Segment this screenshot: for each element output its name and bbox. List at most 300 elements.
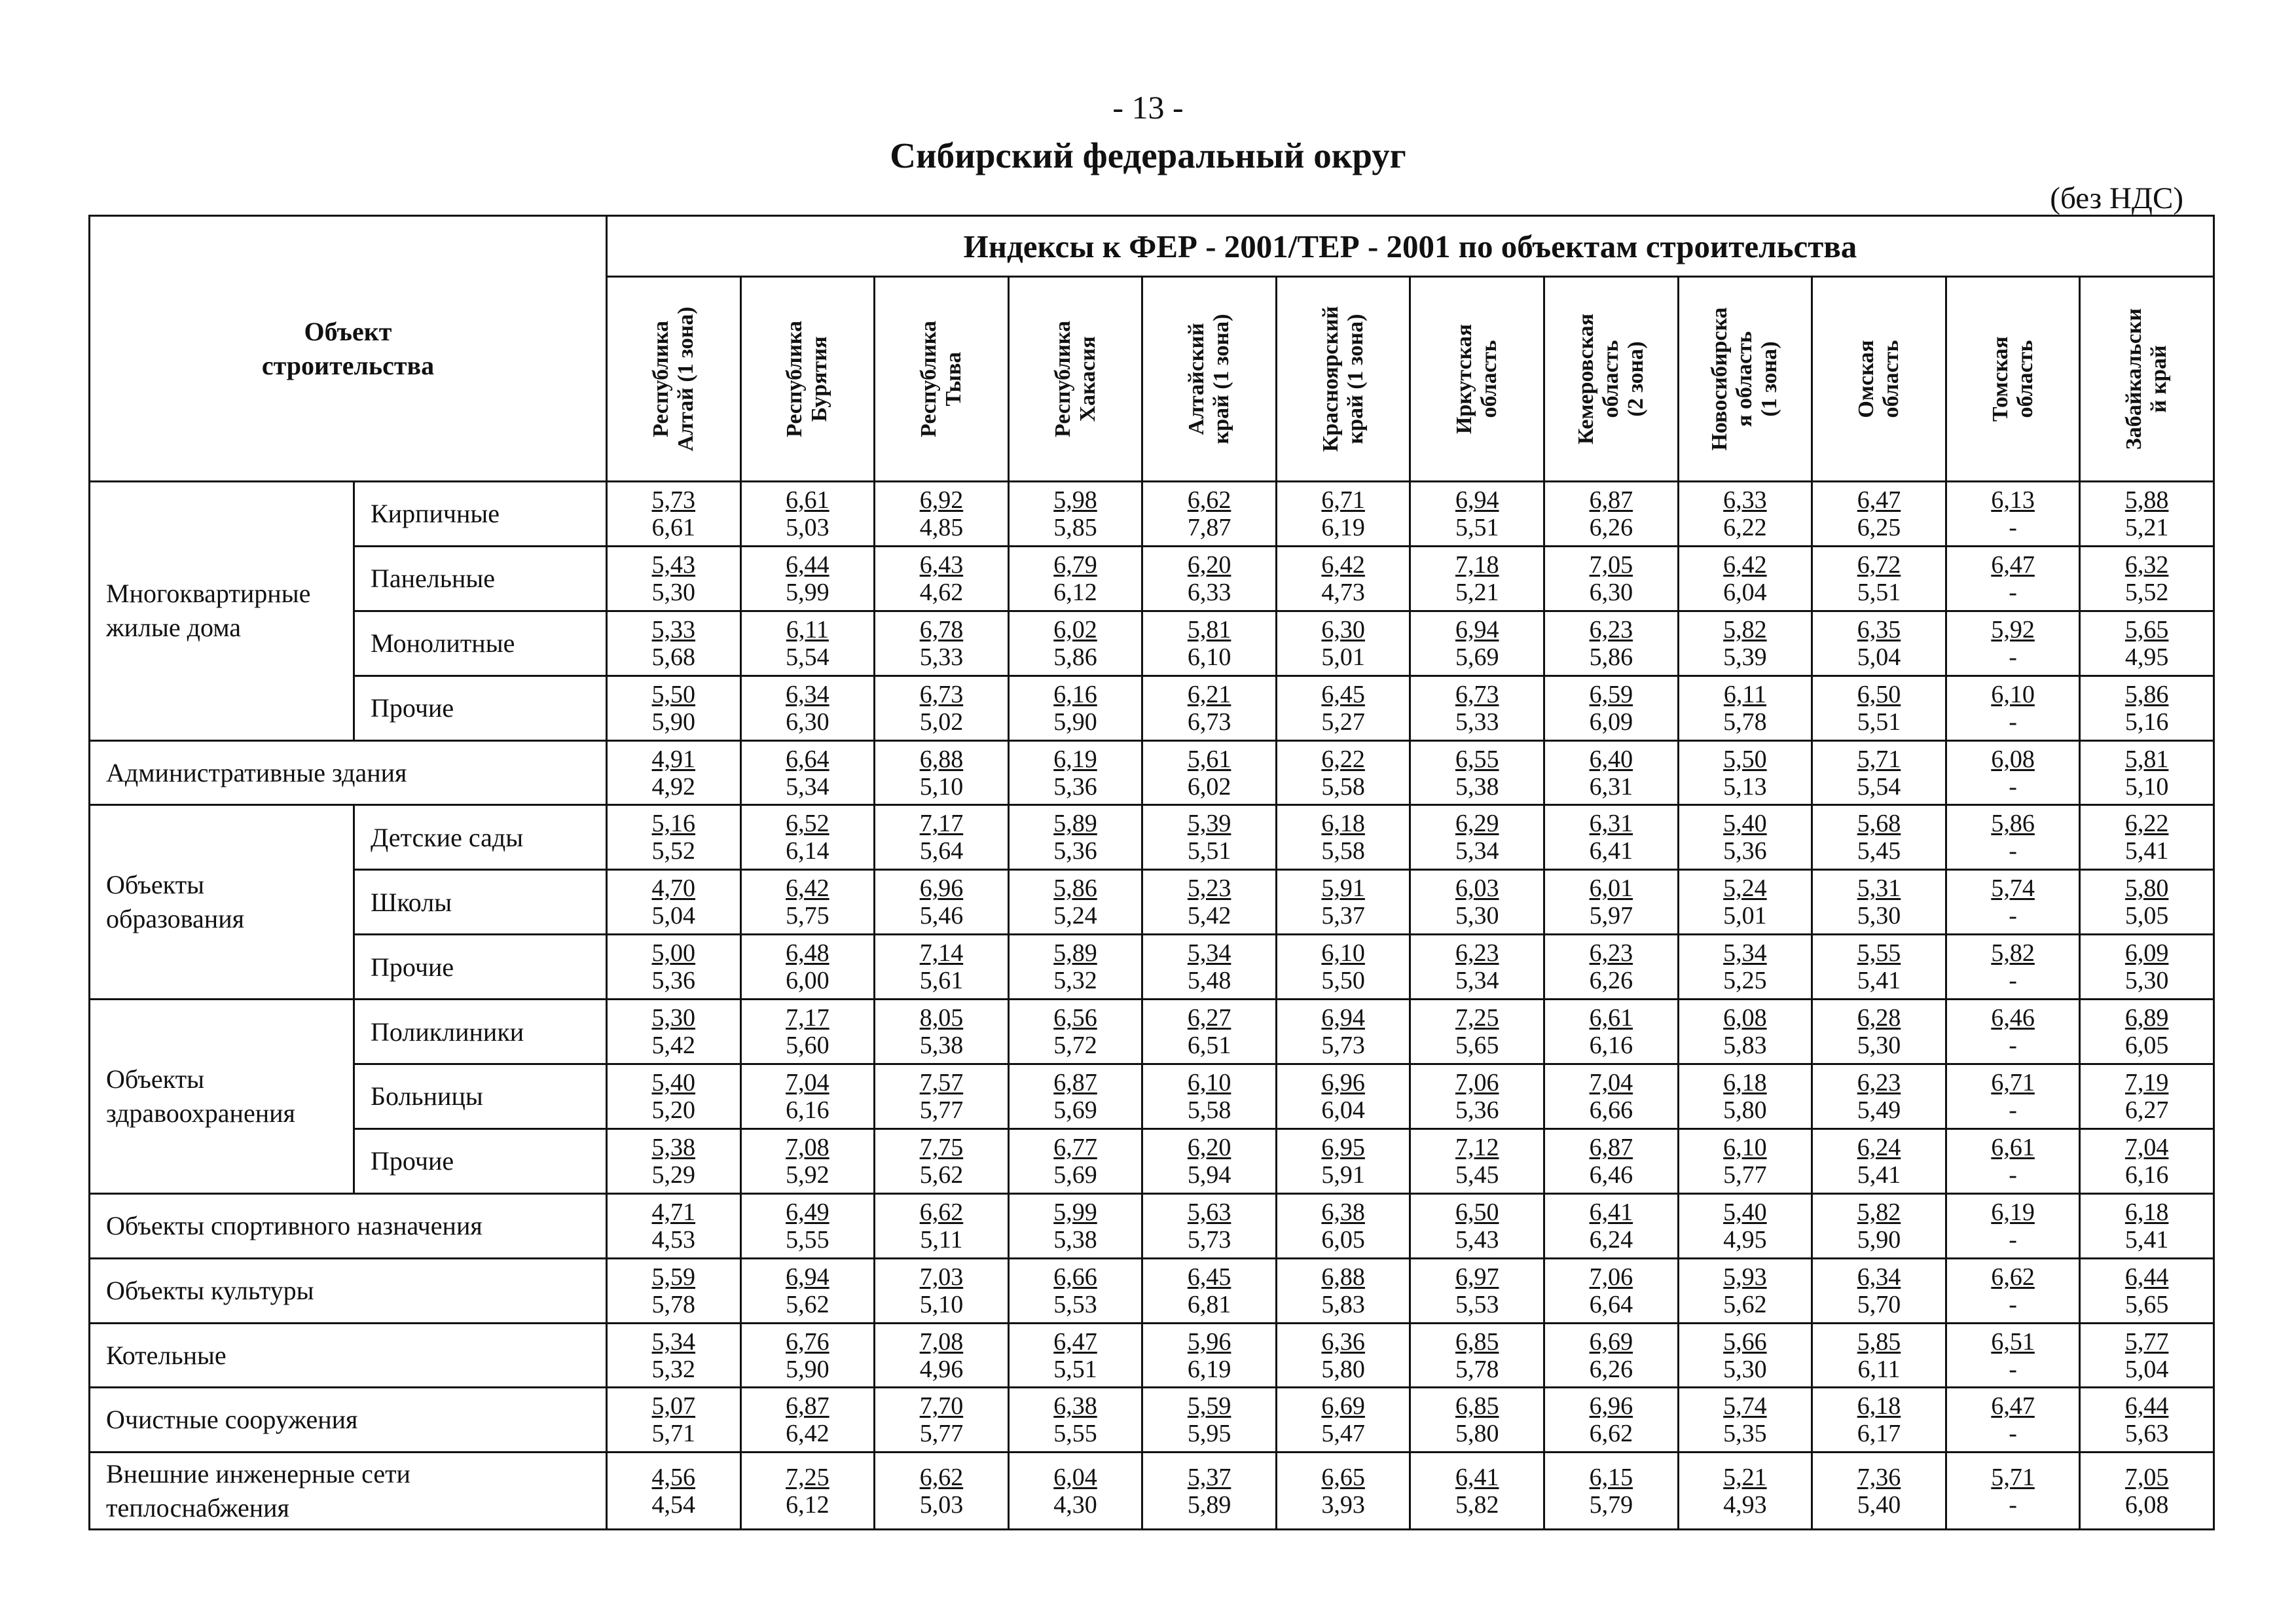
index-value-cell [1410, 935, 1544, 1000]
index-value-top: 6,44 [2124, 1263, 2169, 1291]
index-value-top: 5,89 [1053, 939, 1097, 967]
index-value-bottom: 5,04 [1857, 643, 1901, 671]
index-value-bottom: 5,90 [1857, 1225, 1901, 1254]
index-value-bottom: 6,62 [1589, 1420, 1633, 1448]
index-value-cell [1946, 1193, 2080, 1258]
index-value-top: 7,06 [1455, 1068, 1499, 1096]
index-value-cell [1812, 1453, 1946, 1530]
index-value-cell [1544, 676, 1679, 740]
index-value-cell [1276, 1453, 1410, 1530]
index-value-cell [1946, 805, 2080, 870]
index-value-cell [607, 611, 741, 676]
index-value-top: 5,96 [1187, 1327, 1231, 1356]
index-value-bottom: 5,16 [2124, 708, 2169, 736]
index-value-top: 6,64 [786, 745, 829, 773]
index-value-cell [1008, 546, 1142, 611]
index-value-top: 4,56 [651, 1463, 696, 1491]
index-value-bottom: 5,41 [1857, 1161, 1901, 1189]
index-value-top: 7,36 [1857, 1463, 1901, 1491]
index-value-cell [1008, 482, 1142, 547]
index-value-bottom: 5,50 [1321, 967, 1365, 995]
index-value-cell [1678, 546, 1812, 611]
index-value-bottom: 5,10 [919, 1290, 964, 1318]
index-value-bottom: 5,24 [1053, 902, 1097, 930]
index-value-top: 5,16 [651, 810, 696, 838]
index-value-bottom: 6,12 [786, 1490, 829, 1519]
index-value-top: 4,91 [651, 745, 696, 773]
index-value-cell [875, 1323, 1009, 1388]
index-value-cell [1544, 1000, 1679, 1064]
index-value-bottom: 4,95 [2124, 643, 2169, 671]
index-value-top: 6,61 [786, 486, 829, 514]
index-value-top: 6,69 [1321, 1392, 1365, 1420]
region-header [2080, 277, 2214, 482]
index-value-top: 7,08 [786, 1133, 829, 1161]
index-value-top: 5,21 [1723, 1463, 1767, 1491]
index-value-top: 6,33 [1723, 486, 1767, 514]
index-value-cell [607, 1000, 741, 1064]
region-header [1008, 277, 1142, 482]
index-value-cell [1946, 740, 2080, 805]
index-value-top: 6,23 [1589, 939, 1633, 967]
index-value-bottom: 5,63 [2124, 1420, 2169, 1448]
index-value-top: 7,18 [1455, 550, 1499, 579]
index-value-bottom: 6,16 [2124, 1161, 2169, 1189]
index-value-cell [740, 676, 875, 740]
index-value-bottom: 5,90 [1053, 708, 1097, 736]
region-label: Алтайский край (1 зона) [1184, 314, 1234, 444]
index-value-cell [607, 1453, 741, 1530]
index-value-bottom: 6,09 [1589, 708, 1633, 736]
index-value-cell [1276, 935, 1410, 1000]
index-value-cell [1544, 1128, 1679, 1193]
index-value-cell [2080, 805, 2214, 870]
index-value-cell [1812, 1193, 1946, 1258]
table-row [90, 740, 2214, 805]
index-value-cell [875, 805, 1009, 870]
index-value-top: 6,88 [1321, 1263, 1365, 1291]
index-value-bottom: 5,99 [786, 578, 829, 606]
index-value-cell [1008, 1323, 1142, 1388]
index-value-top: 6,97 [1455, 1263, 1499, 1291]
index-value-cell [1544, 935, 1679, 1000]
index-value-cell [1142, 870, 1277, 935]
index-value-bottom: 5,04 [651, 902, 696, 930]
index-value-top: 6,96 [1321, 1068, 1365, 1096]
index-value-cell [1142, 1453, 1277, 1530]
index-value-bottom: 4,73 [1321, 578, 1365, 606]
index-value-cell [1544, 1258, 1679, 1323]
index-value-bottom: 5,52 [651, 837, 696, 865]
index-value-top: 5,00 [651, 939, 696, 967]
index-value-bottom: 5,89 [1187, 1490, 1231, 1519]
index-value-bottom: 3,93 [1321, 1490, 1365, 1519]
index-value-top: 6,92 [919, 486, 964, 514]
index-value-top: 5,37 [1187, 1463, 1231, 1491]
index-value-top: 6,47 [1991, 550, 2035, 579]
index-value-cell [1410, 1388, 1544, 1453]
index-value-bottom: 5,30 [1723, 1355, 1767, 1383]
index-value-cell [875, 482, 1009, 547]
table-row [90, 870, 2214, 935]
index-value-bottom: 5,30 [651, 578, 696, 606]
index-value-bottom: - [2009, 708, 2017, 736]
object-subtype-label: Школы [354, 870, 607, 935]
region-header [1946, 277, 2080, 482]
index-value-bottom: 5,69 [1053, 1096, 1097, 1124]
index-value-top: 6,66 [1053, 1263, 1097, 1291]
index-value-cell [740, 1064, 875, 1129]
index-value-top: 6,73 [1455, 680, 1499, 708]
index-value-top: 6,18 [1857, 1392, 1901, 1420]
index-value-cell [1812, 805, 1946, 870]
index-value-top: 6,47 [1053, 1327, 1097, 1356]
index-value-cell [1276, 1064, 1410, 1129]
index-value-top: 5,24 [1723, 875, 1767, 903]
index-value-bottom: 5,55 [786, 1225, 829, 1254]
index-value-top: 6,42 [1723, 550, 1767, 579]
index-value-top: 5,71 [1857, 745, 1901, 773]
index-value-bottom: - [2009, 902, 2017, 930]
index-value-bottom: 6,12 [1053, 578, 1097, 606]
index-value-bottom: 6,04 [1723, 578, 1767, 606]
index-value-top: 6,21 [1187, 680, 1231, 708]
index-value-top: 6,72 [1857, 550, 1901, 579]
index-value-cell [2080, 1388, 2214, 1453]
object-subtype-label: Поликлиники [354, 1000, 607, 1064]
index-value-bottom: 5,30 [2124, 967, 2169, 995]
index-value-top: 7,04 [2124, 1133, 2169, 1161]
index-value-top: 4,70 [651, 875, 696, 903]
index-value-top: 5,40 [1723, 1198, 1767, 1226]
index-value-top: 6,29 [1455, 810, 1499, 838]
index-value-cell [607, 546, 741, 611]
index-value-bottom: 5,71 [651, 1420, 696, 1448]
index-value-cell [1008, 805, 1142, 870]
index-value-top: 5,91 [1321, 875, 1365, 903]
index-value-top: 7,57 [919, 1068, 964, 1096]
index-value-cell [1410, 870, 1544, 935]
index-value-bottom: 5,61 [919, 967, 964, 995]
index-value-bottom: 5,32 [651, 1355, 696, 1383]
index-value-bottom: - [2009, 1032, 2017, 1060]
index-value-bottom: 5,79 [1589, 1490, 1633, 1519]
index-value-top: 7,06 [1589, 1263, 1633, 1291]
index-value-bottom: 5,33 [1455, 708, 1499, 736]
index-value-cell [1276, 611, 1410, 676]
page-title: Сибирский федеральный округ [890, 135, 1406, 175]
index-value-cell [607, 740, 741, 805]
index-value-top: 5,86 [1991, 810, 2035, 838]
index-value-bottom: 6,66 [1589, 1096, 1633, 1124]
index-value-bottom: 5,03 [786, 513, 829, 541]
index-value-bottom: 5,47 [1321, 1420, 1365, 1448]
index-value-bottom: 5,82 [1455, 1490, 1499, 1519]
index-value-top: 7,75 [919, 1133, 964, 1161]
index-value-bottom: 5,11 [920, 1225, 963, 1254]
index-value-bottom: 5,72 [1053, 1032, 1097, 1060]
index-value-cell [1544, 1323, 1679, 1388]
index-value-cell [740, 482, 875, 547]
region-header [1410, 277, 1544, 482]
index-value-cell [1678, 935, 1812, 1000]
region-label: Республика Алтай (1 зона) [648, 306, 698, 452]
index-value-bottom: 4,62 [919, 578, 964, 606]
index-value-top: 5,71 [1991, 1463, 2035, 1491]
index-value-bottom: 5,73 [1321, 1032, 1365, 1060]
index-value-bottom: 5,77 [919, 1096, 964, 1124]
index-value-cell [1142, 482, 1277, 547]
index-value-bottom: 5,80 [1723, 1096, 1767, 1124]
index-value-bottom: - [2009, 1290, 2017, 1318]
index-value-top: 6,16 [1053, 680, 1097, 708]
index-value-cell [1678, 1000, 1812, 1064]
table-row [90, 1453, 2214, 1530]
index-value-bottom: 5,51 [1857, 578, 1901, 606]
index-value-cell [740, 1193, 875, 1258]
index-value-top: 4,71 [651, 1198, 696, 1226]
index-value-top: 6,10 [1187, 1068, 1231, 1096]
index-value-cell [740, 1453, 875, 1530]
region-label: Кемеровская область (2 зона) [1573, 313, 1648, 445]
index-value-cell [1142, 1128, 1277, 1193]
object-group-label: Внешние инженерные сети теплоснабжения [90, 1453, 607, 1530]
index-value-cell [1008, 870, 1142, 935]
index-value-top: 5,50 [1723, 745, 1767, 773]
index-value-top: 6,23 [1455, 939, 1499, 967]
index-value-cell [1544, 805, 1679, 870]
index-value-cell [1946, 546, 2080, 611]
object-subtype-label: Прочие [354, 935, 607, 1000]
index-value-cell [1410, 676, 1544, 740]
index-value-bottom: 5,90 [786, 1355, 829, 1383]
index-value-cell [1946, 611, 2080, 676]
index-value-cell [1812, 1258, 1946, 1323]
index-value-bottom: 5,20 [651, 1096, 696, 1124]
index-value-top: 6,89 [2124, 1004, 2169, 1032]
index-value-top: 6,52 [786, 810, 829, 838]
index-value-cell [1008, 1193, 1142, 1258]
index-value-top: 5,92 [1991, 615, 2035, 643]
index-value-bottom: 5,90 [651, 708, 696, 736]
object-group-label: Очистные сооружения [90, 1388, 607, 1453]
index-value-cell [1678, 1064, 1812, 1129]
index-value-bottom: 6,46 [1589, 1161, 1633, 1189]
index-value-top: 5,66 [1723, 1327, 1767, 1356]
index-value-cell [1142, 1323, 1277, 1388]
index-value-cell [1678, 611, 1812, 676]
index-value-bottom: 4,53 [651, 1225, 696, 1254]
index-value-top: 5,40 [651, 1068, 696, 1096]
index-value-cell [607, 1258, 741, 1323]
index-value-cell [2080, 1453, 2214, 1530]
index-value-top: 5,86 [2124, 680, 2169, 708]
index-value-top: 6,42 [786, 875, 829, 903]
index-value-cell [1544, 1193, 1679, 1258]
index-value-cell [607, 1128, 741, 1193]
index-value-bottom: 5,78 [651, 1290, 696, 1318]
object-group-label: Котельные [90, 1323, 607, 1388]
index-value-top: 5,61 [1187, 745, 1231, 773]
index-value-bottom: 5,86 [1053, 643, 1097, 671]
index-value-bottom: - [2009, 643, 2017, 671]
index-value-cell [1946, 1064, 2080, 1129]
index-value-cell [875, 1453, 1009, 1530]
index-value-top: 6,50 [1455, 1198, 1499, 1226]
index-value-top: 6,18 [1723, 1068, 1767, 1096]
index-value-top: 6,41 [1455, 1463, 1499, 1491]
index-value-bottom: 5,30 [1857, 902, 1901, 930]
index-value-top: 6,10 [1723, 1133, 1767, 1161]
index-value-bottom: 6,42 [786, 1420, 829, 1448]
index-value-bottom: 5,53 [1053, 1290, 1097, 1318]
index-value-cell [1812, 1128, 1946, 1193]
index-value-top: 7,17 [919, 810, 964, 838]
index-value-top: 6,22 [2124, 810, 2169, 838]
index-value-bottom: - [2009, 1225, 2017, 1254]
index-value-cell [1276, 1193, 1410, 1258]
index-value-top: 5,81 [2124, 745, 2169, 773]
index-value-bottom: 6,00 [786, 967, 829, 995]
index-value-bottom: 6,02 [1187, 772, 1231, 801]
index-value-bottom: 5,51 [1053, 1355, 1097, 1383]
index-value-cell [1678, 870, 1812, 935]
index-value-cell [1008, 676, 1142, 740]
index-value-cell [1276, 676, 1410, 740]
index-value-cell [1410, 1258, 1544, 1323]
index-value-bottom: 5,62 [786, 1290, 829, 1318]
index-value-bottom: 5,94 [1187, 1161, 1231, 1189]
index-value-cell [1678, 1258, 1812, 1323]
index-value-top: 6,13 [1991, 486, 2035, 514]
index-value-bottom: 5,25 [1723, 967, 1767, 995]
table-row [90, 1323, 2214, 1388]
index-value-bottom: - [2009, 578, 2017, 606]
index-value-cell [1812, 611, 1946, 676]
index-value-top: 6,10 [1321, 939, 1365, 967]
index-value-top: 6,10 [1991, 680, 2035, 708]
index-value-top: 6,18 [2124, 1198, 2169, 1226]
region-header [1812, 277, 1946, 482]
index-value-cell [1678, 805, 1812, 870]
index-value-top: 6,87 [1589, 1133, 1633, 1161]
index-value-cell [740, 805, 875, 870]
index-value-top: 6,41 [1589, 1198, 1633, 1226]
index-value-bottom: 5,73 [1187, 1225, 1231, 1254]
index-value-cell [607, 805, 741, 870]
index-value-cell [1008, 1258, 1142, 1323]
index-value-top: 7,25 [786, 1463, 829, 1491]
index-value-cell [2080, 676, 2214, 740]
index-value-bottom: 5,41 [2124, 837, 2169, 865]
index-value-bottom: 7,87 [1187, 513, 1231, 541]
index-value-cell [1946, 870, 2080, 935]
index-value-top: 6,47 [1857, 486, 1901, 514]
index-value-cell [740, 1388, 875, 1453]
region-label: Красноярский край (1 зона) [1318, 306, 1368, 452]
index-value-bottom: 6,25 [1857, 513, 1901, 541]
index-value-top: 6,35 [1857, 615, 1901, 643]
index-value-cell [740, 546, 875, 611]
index-value-top: 6,73 [919, 680, 964, 708]
index-value-cell [1276, 1258, 1410, 1323]
region-label: Республика Бурятия [782, 321, 832, 437]
index-value-bottom: 6,51 [1187, 1032, 1231, 1060]
index-value-top: 7,04 [1589, 1068, 1633, 1096]
index-value-cell [1008, 1453, 1142, 1530]
index-value-bottom: 6,11 [1857, 1355, 1901, 1383]
index-value-cell [1544, 611, 1679, 676]
index-value-bottom: 5,36 [1723, 837, 1767, 865]
region-label: Республика Хакасия [1050, 321, 1100, 437]
index-value-bottom: 5,03 [919, 1490, 964, 1519]
index-value-cell [1410, 1193, 1544, 1258]
region-label: Омская область [1853, 340, 1903, 418]
index-value-cell [1276, 740, 1410, 805]
index-value-bottom: 5,75 [786, 902, 829, 930]
index-value-bottom: 5,97 [1589, 902, 1633, 930]
index-value-top: 7,03 [919, 1263, 964, 1291]
table-row [90, 805, 2214, 870]
index-value-top: 5,88 [2124, 486, 2169, 514]
index-value-bottom: 5,36 [1455, 1096, 1499, 1124]
index-value-cell [1812, 1064, 1946, 1129]
index-value-top: 6,61 [1991, 1133, 2035, 1161]
index-value-top: 6,50 [1857, 680, 1901, 708]
index-value-bottom: 5,46 [919, 902, 964, 930]
index-value-bottom: - [2009, 837, 2017, 865]
index-value-cell [1276, 1388, 1410, 1453]
index-value-cell [2080, 1323, 2214, 1388]
index-value-cell [2080, 1258, 2214, 1323]
index-value-cell [1812, 870, 1946, 935]
index-value-bottom: - [2009, 1420, 2017, 1448]
index-value-top: 5,23 [1187, 875, 1231, 903]
index-value-top: 6,45 [1321, 680, 1365, 708]
index-value-cell [2080, 935, 2214, 1000]
index-value-cell [1410, 1064, 1544, 1129]
index-value-bottom: 5,55 [1053, 1420, 1097, 1448]
index-table [88, 215, 2215, 1530]
index-value-bottom: 5,49 [1857, 1096, 1901, 1124]
index-value-top: 6,20 [1187, 550, 1231, 579]
index-value-bottom: 6,05 [1321, 1225, 1365, 1254]
index-value-bottom: 5,34 [786, 772, 829, 801]
index-value-bottom: 5,51 [1187, 837, 1231, 865]
index-value-cell [740, 1323, 875, 1388]
object-group-label: Объекты культуры [90, 1258, 607, 1323]
index-value-bottom: 5,58 [1187, 1096, 1231, 1124]
index-value-top: 6,40 [1589, 745, 1633, 773]
index-value-cell [1812, 1000, 1946, 1064]
index-value-bottom: 5,38 [1053, 1225, 1097, 1254]
index-value-top: 7,14 [919, 939, 964, 967]
index-value-cell [1142, 611, 1277, 676]
index-value-top: 6,45 [1187, 1263, 1231, 1291]
index-value-bottom: 5,30 [1857, 1032, 1901, 1060]
index-value-top: 7,04 [786, 1068, 829, 1096]
index-value-cell [2080, 740, 2214, 805]
index-value-cell [2080, 482, 2214, 547]
index-value-bottom: 4,93 [1723, 1490, 1767, 1519]
index-value-cell [607, 935, 741, 1000]
index-value-top: 6,34 [1857, 1263, 1901, 1291]
table-row [90, 1000, 2214, 1064]
index-value-cell [1276, 805, 1410, 870]
index-value-top: 6,42 [1321, 550, 1365, 579]
index-value-bottom: 5,13 [1723, 772, 1767, 801]
index-value-cell [1142, 935, 1277, 1000]
